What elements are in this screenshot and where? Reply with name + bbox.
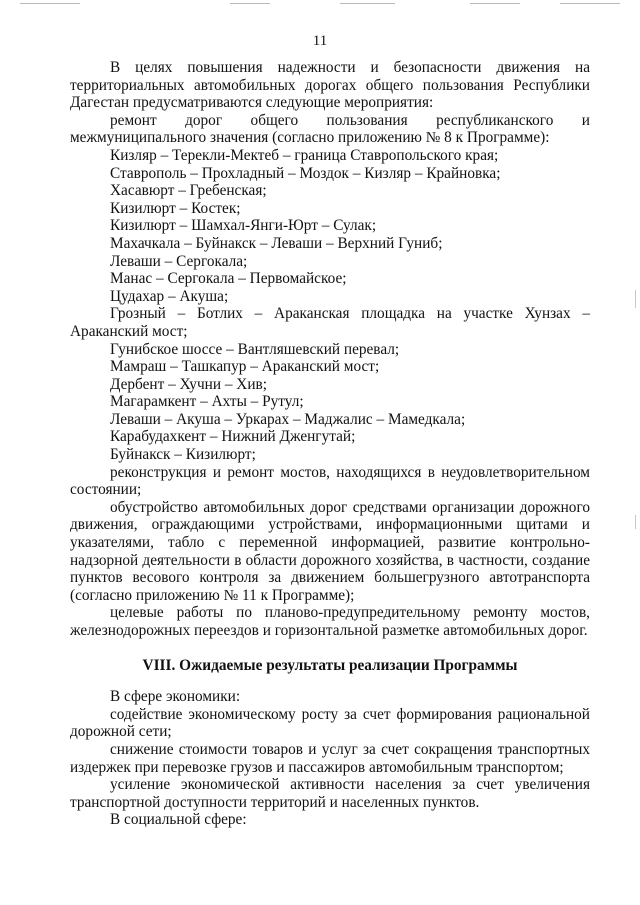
route-item: Ставрополь – Прохладный – Моздок – Кизляр – Крайновка; [110,164,501,182]
economy-heading: В сфере экономики: [110,688,241,706]
scan-artifact-top [0,0,640,10]
page-number: 11 [312,33,328,49]
route-item: Мамраш – Ташкапур – Араканский мост; [110,358,380,376]
measure-paragraph: обустройство автомобильных дорог средствами организации дорожного движения, ограждающими устройствами, информационными щитами и указателями, табло с переменной информацией, развитие контрольно-надзорной деятельности в области дорожного хозяйства, в частности, создание пунктов весового контроля за движением большегрузного автотранспорта (согласно приложению № 11 к Программе); [70,498,590,604]
route-item: Кизилюрт – Костек; [110,199,241,217]
economy-item: содействие экономическому росту за счет формирования рациональной дорожной сети; [70,705,590,741]
scan-artifact-side [635,290,636,308]
route-item: Грозный – Ботлих – Араканская площадка на участке Хунзах – Араканский мост; [70,305,590,340]
route-item: Кизилюрт – Шамхал-Янги-Юрт – Сулак; [110,217,377,235]
measure-paragraph: реконструкция и ремонт мостов, находящихся в неудовлетворительном состоянии; [70,463,590,499]
route-item: Леваши – Акуша – Уркарах – Маджалис – Мамедкала; [110,410,466,428]
route-item: Карабудахкент – Нижний Дженгутай; [110,428,356,446]
route-item: Магарамкент – Ахты – Рутул; [110,393,304,411]
route-item: Махачкала – Буйнакск – Леваши – Верхний Гуниб; [110,234,443,252]
route-item: Цудахар – Акуша; [110,287,229,305]
economy-item: снижение стоимости товаров и услуг за счет сокращения транспортных издержек при перевозке грузов и пассажиров автомобильным транспортом; [70,740,590,776]
intro-paragraph: В целях повышения надежности и безопасности движения на территориальных автомобильных дорогах общего пользования Республики Дагестан предусматриваются следующие мероприятия: [70,59,590,112]
route-item: Манас – Сергокала – Первомайское; [110,270,347,288]
scan-artifact-side [635,515,636,529]
repair-intro-paragraph: ремонт дорог общего пользования республиканского и межмуниципального значения (согласно приложению № 8 к Программе): [70,111,590,147]
document-body [70,59,590,829]
section-heading: VIII. Ожидаемые результаты реализации Программы [142,656,518,674]
economy-item: усиление экономической активности населения за счет увеличения транспортной доступности территорий и населенных пунктов. [70,776,590,811]
social-heading: В социальной сфере: [110,811,247,829]
measure-paragraph: целевые работы по планово-предупредительному ремонту мостов, железнодорожных переездов и горизонтальной разметке автомобильных дорог. [70,604,590,639]
route-item: Буйнакск – Кизилюрт; [110,446,256,464]
route-item: Дербент – Хучни – Хив; [110,375,268,393]
route-item: Хасавюрт – Гребенская; [110,182,267,200]
route-item: Кизляр – Терекли-Мектеб – граница Ставропольского края; [110,146,499,164]
route-item: Гунибское шоссе – Вантляшевский перевал; [110,340,400,358]
route-list [70,147,590,464]
route-item: Леваши – Сергокала; [110,252,248,270]
